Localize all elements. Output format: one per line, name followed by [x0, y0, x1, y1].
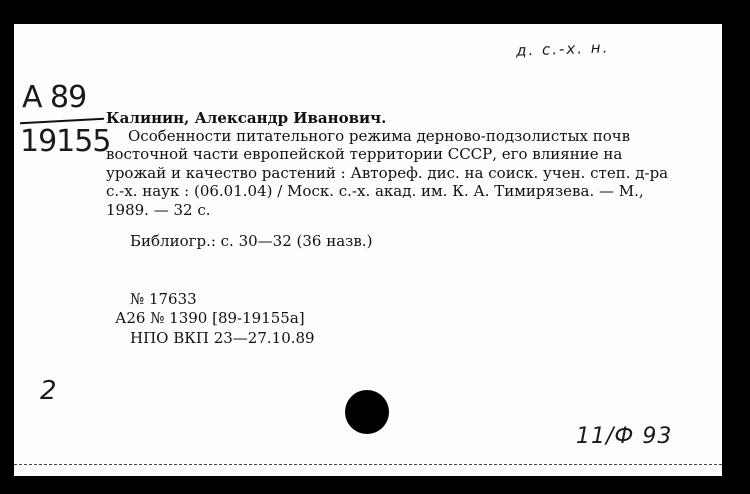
bibliography-note: Библиогр.: с. 30—32 (36 назв.) — [130, 232, 373, 250]
handwritten-inventory-note: 11/Ф 93 — [576, 424, 673, 449]
shelfmark-bottom: 19155 — [20, 124, 111, 159]
handwritten-mark: 2 — [40, 376, 57, 406]
catalog-card — [14, 24, 722, 476]
shelfmark-top: А 89 — [22, 80, 87, 115]
handwritten-subject-note: д. с.-х. н. — [515, 38, 610, 60]
registry-stamp: НПО ВКП 23—27.10.89 — [130, 329, 315, 347]
punch-hole — [345, 390, 389, 434]
accession-number: № 17633 — [130, 290, 197, 308]
bottom-rule — [14, 464, 722, 465]
title-description: Особенности питательного режима дерново-подзолистых почв восточной части европейской территории СССР, его влияние на урожай и качество растений : Автореф. дис. на соиск. учен. степ. д-ра с.-х. наук : (06.01.04) / Моск. с.-х. акад. им. К. А. Тимирязева. — М., 1989. — 32 с. — [106, 127, 669, 219]
author-heading: Калинин, Александр Иванович. — [106, 109, 387, 127]
record-number: А26 № 1390 [89-19155а] — [115, 309, 305, 327]
